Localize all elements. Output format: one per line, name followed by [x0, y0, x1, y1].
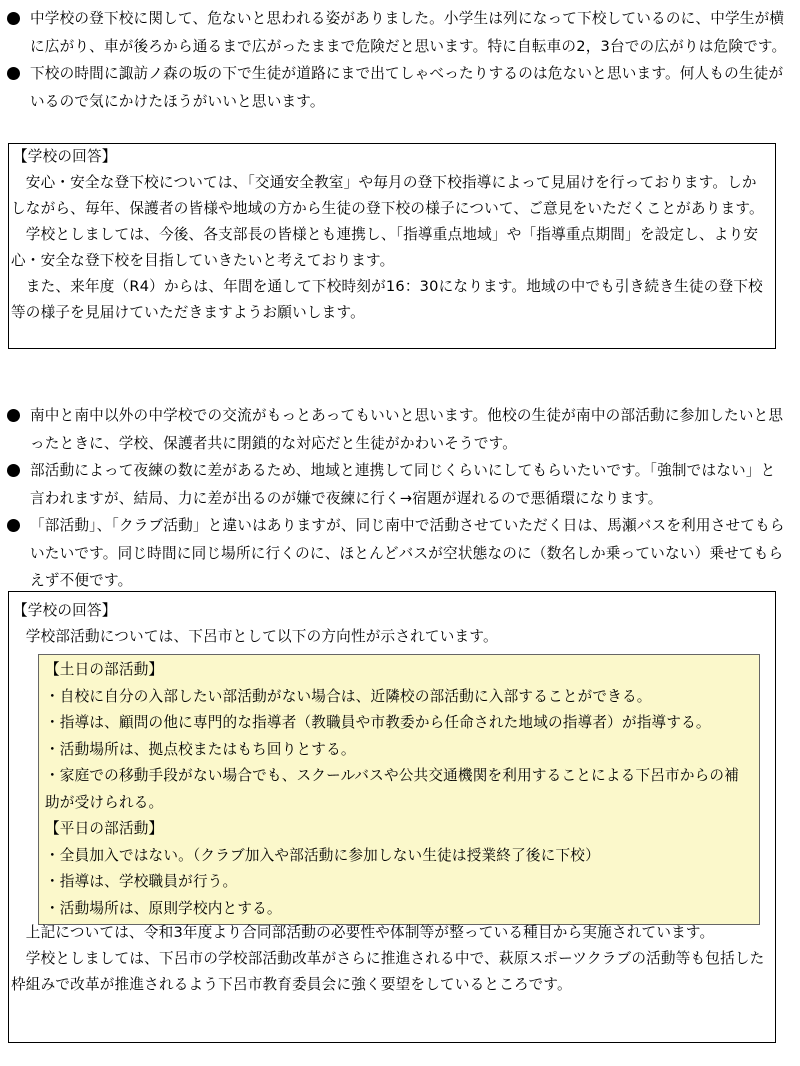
weekday-heading: 【平日の部活動】 — [45, 820, 164, 837]
opinion-list-1 — [6, 5, 790, 115]
opinion-item — [6, 402, 790, 457]
opinion-text: 下校の時間に諏訪ノ森の坂の下で生徒が道路にまで出てしゃべったりするのは危ないと思います。何人もの生徒がいるので気にかけたほうがいいと思います。 — [30, 65, 784, 110]
bullet-dot-icon — [7, 409, 20, 422]
answer-paragraph: また、来年度（R4）からは、年間を通して下校時刻が16：30になります。地域の中でも引き続き生徒の登下校等の様子を見届けていただきますようお願いします。 — [11, 278, 763, 321]
policy-item: ・活動場所は、拠点校またはもち回りとする。 — [45, 740, 356, 758]
opinion-text: 南中と南中以外の中学校での交流がもっとあってもいいと思います。他校の生徒が南中の部活動に参加したいと思ったときに、学校、保護者共に閉鎖的な対応だと生徒がかわいそうです。 — [30, 407, 784, 452]
answer-paragraph: 学校としましては、今後、各支部長の皆様とも連携し、「指導重点地域」や「指導重点期間」を設定し、より安心・安全な登下校を目指していきたいと考えております。 — [11, 226, 759, 269]
policy-item: ・自校に自分の入部したい部活動がない場合は、近隣校の部活動に入部することができる。 — [45, 687, 652, 705]
policy-item: ・指導は、顧問の他に専門的な指導者（教職員や市教委から任命された地域の指導者）が指導する。 — [45, 714, 711, 731]
policy-box — [38, 654, 760, 925]
answer-heading: 【学校の回答】 — [13, 148, 117, 165]
policy-item: ・指導は、学校職員が行う。 — [45, 873, 238, 890]
answer-intro: 学校部活動については、下呂市として以下の方向性が示されています。 — [11, 628, 498, 645]
bullet-dot-icon — [7, 12, 20, 25]
bullet-dot-icon — [7, 464, 20, 477]
opinion-text: 中学校の登下校に関して、危ないと思われる姿がありました。小学生は列になって下校しているのに、中学生が横に広がり、車が後ろから通るまで広がったままで危険だと思います。特に自転車の2，3台での広がりは危険です。 — [30, 10, 787, 55]
opinion-item — [6, 60, 790, 115]
answer-paragraph: 安心・安全な登下校については、「交通安全教室」や毎月の登下校指導によって見届けを行っております。しかしながら、毎年、保護者の皆様や地域の方から生徒の登下校の様子について、ご意見をいただくことがあります。 — [11, 174, 764, 217]
school-answer-box-1 — [8, 143, 776, 349]
opinion-text: 部活動によって夜練の数に差があるため、地域と連携して同じくらいにしてもらいたいです。「強制ではない」と言われますが、結局、力に差が出るのが嫌で夜練に行く→宿題が遅れるので悪循環になります。 — [30, 462, 776, 507]
answer-paragraph: 上記については、令和3年度より合同部活動の必要性や体制等が整っている種目から実施されています。 — [11, 924, 715, 941]
policy-item: ・家庭での移動手段がない場合でも、スクールバスや公共交通機関を利用することによる下呂市からの補助が受けられる。 — [45, 767, 739, 811]
bullet-dot-icon — [7, 519, 20, 532]
opinion-item — [6, 512, 790, 595]
policy-item: ・全員加入ではない。（クラブ加入や部活動に参加しない生徒は授業終了後に下校） — [45, 846, 600, 864]
opinion-item — [6, 457, 790, 512]
policy-item: ・活動場所は、原則学校内とする。 — [45, 899, 282, 917]
opinion-text: 「部活動」、「クラブ活動」と違いはありますが、同じ南中で活動させていただく日は、馬瀬バスを利用させてもらいたいです。同じ時間に同じ場所に行くのに、ほとんどバスが空状態なのに（数名しか乗っていない）乗せてもらえず不便です。 — [30, 517, 785, 589]
answer-followup — [9, 920, 773, 998]
answer-heading: 【学校の回答】 — [13, 602, 117, 619]
weekend-heading: 【土日の部活動】 — [45, 661, 164, 678]
bullet-dot-icon — [7, 67, 20, 80]
opinion-item — [6, 5, 790, 60]
opinion-list-2 — [6, 402, 790, 595]
school-answer-box-2 — [8, 591, 776, 1043]
answer-paragraph: 学校としましては、下呂市の学校部活動改革がさらに推進される中で、萩原スポーツクラブの活動等も包括した枠組みで改革が推進されるよう下呂市教育委員会に強く要望をしているところです。 — [11, 950, 765, 993]
